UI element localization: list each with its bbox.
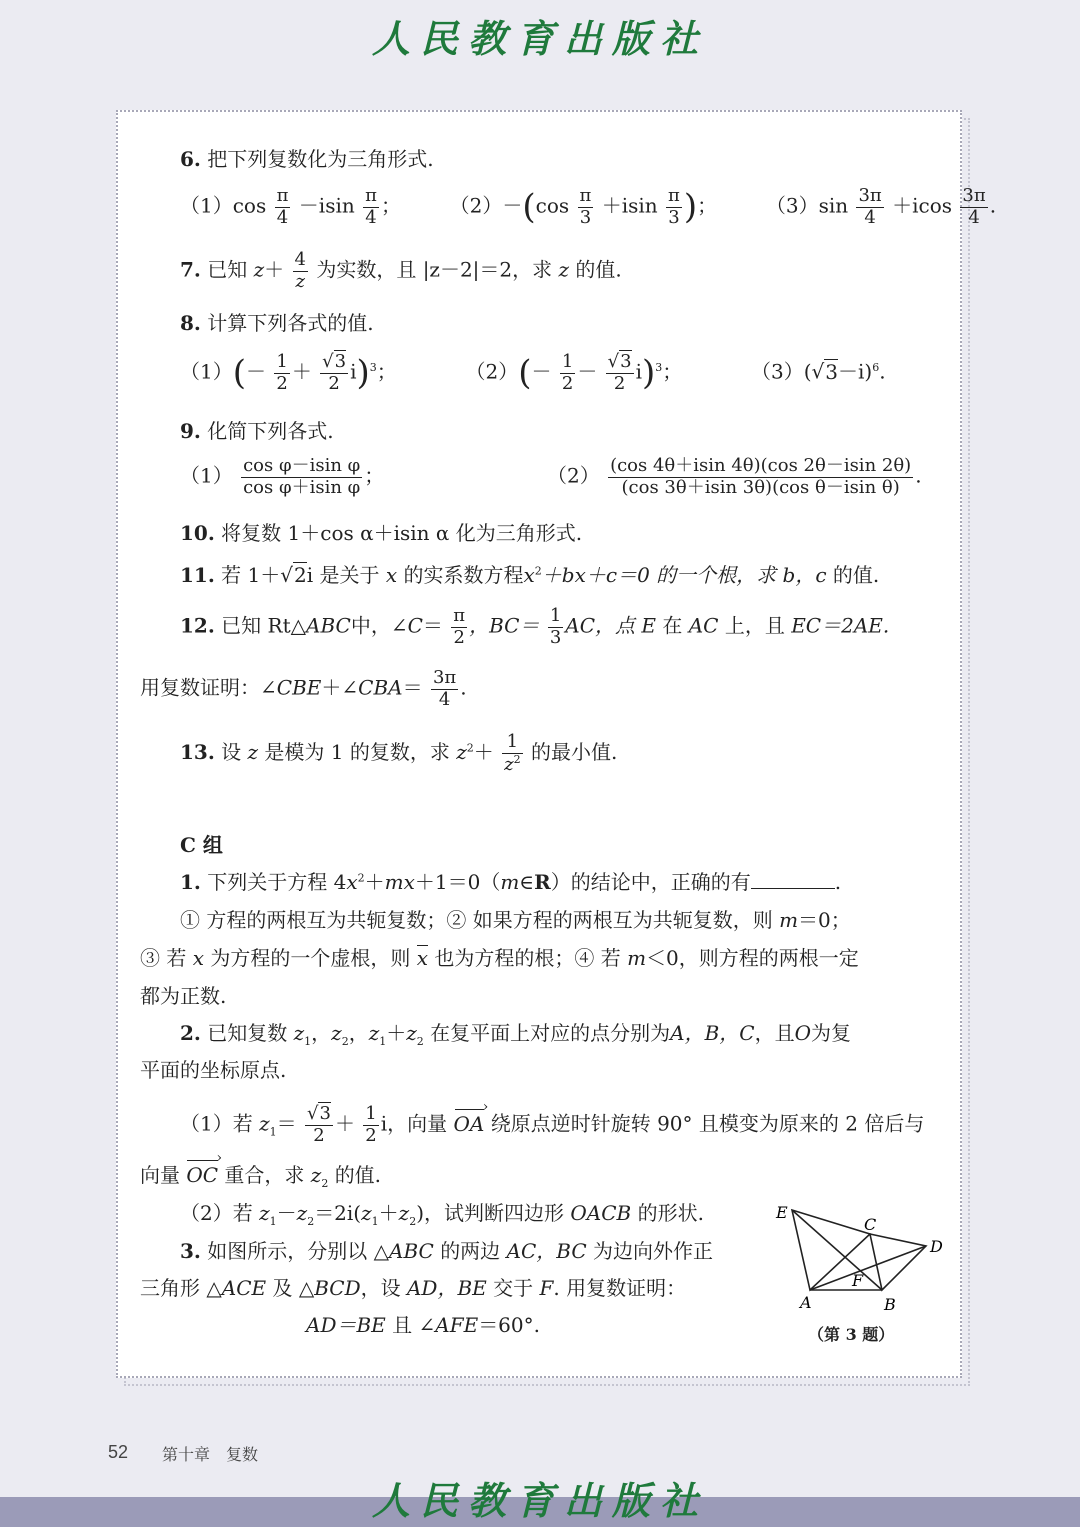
triangle-bcd bbox=[870, 1234, 926, 1290]
label-f: F bbox=[852, 1271, 864, 1290]
c-question-3-line1: 3. 如图所示，分别以 △ABC 的两边 AC，BC 为边向外作正 bbox=[180, 1239, 714, 1263]
c-question-1: 1. 下列关于方程 $4x^2+mx+1=0(m\in R)$的结论中，正确的有 . bbox=[180, 870, 842, 894]
question-6-parts: （1）cos $\frac{\pi}{4}$ －isin $\frac{\pi}{4}$ ； （2）－(cos $\frac{\pi}{3}$ ＋isin $\frac{\pi}{3}$ )； （3）sin $\frac{3\pi}{4}$ ＋icos $\frac{3\pi}{4}$ . bbox=[180, 185, 997, 228]
question-10: 10. 将复数 1＋cos α＋isin α 化为三角形式. bbox=[180, 521, 583, 545]
label-a: A bbox=[800, 1293, 812, 1312]
c-question-1-options-3: 都为正数. bbox=[140, 984, 227, 1008]
group-c-title: C 组 bbox=[180, 833, 223, 857]
label-b: B bbox=[884, 1295, 896, 1314]
c-question-2-part1: （1）若 $z_1=$ $\frac{√3}{2}$ ＋ $\frac{1}{2}$ i，向量 OA › 绕原点逆时针旋转 90° 且模变为原来的 2 倍后与 bbox=[180, 1104, 940, 1146]
label-e: E bbox=[776, 1203, 788, 1222]
answer-blank bbox=[751, 888, 835, 889]
publisher-logo-top: 人民教育出版社 bbox=[371, 16, 708, 61]
question-8-stem: 8. 计算下列各式的值. bbox=[180, 311, 374, 335]
c-question-2-line2: 平面的坐标原点. bbox=[140, 1058, 287, 1082]
question-9-stem: 9. 化简下列各式. bbox=[180, 419, 334, 443]
c-question-1-options-2: ③ 若 x 为方程的一个虚根，则 x 也为方程的根；④ 若 m＜0，则方程的两根一定 bbox=[140, 946, 859, 970]
c-question-2-line1: 2. 已知复数 $z_1$，$z_2$，$z_1+z_2$ 在复平面上对应的点分别为A，B，C，且O为复 bbox=[180, 1021, 852, 1048]
c-question-2-part1-line2: 向量 OC › 重合，求 $z_2$ 的值. bbox=[140, 1162, 940, 1191]
question-13: 13. 设 z 是模为 1 的复数，求 $z^2+$ $\frac{1}{z^2}$ 的最小值. bbox=[180, 731, 618, 775]
question-7: 7. 已知 z＋ $\frac{4}{z}$ 为实数，且 |z－2|＝2，求 z 的值. bbox=[180, 249, 622, 292]
figure-caption: （第 3 题） bbox=[808, 1325, 895, 1344]
publisher-logo-bottom: 人民教育出版社 bbox=[371, 1478, 708, 1523]
question-12-line2: 用复数证明：∠CBE＋∠CBA＝ $\frac{3\pi}{4}$ . bbox=[140, 667, 467, 710]
chapter-title: 第十章 复数 bbox=[162, 1447, 259, 1464]
page-number: 52 bbox=[108, 1442, 129, 1462]
segment-ad bbox=[810, 1246, 926, 1290]
question-9-parts: （1） $\frac{\text{cos φ－isin φ}}{\text{cos φ＋isin φ}}$ ； （2） $\frac{(\cos 4\theta+isin 4\theta)(\cos 2\theta-isin 2\theta)}{\text{(cos 3θ＋isin 3θ)(cos θ－isin θ)}}$ . bbox=[180, 455, 922, 498]
c-question-3-line3: AD＝BE 且 ∠AFE＝60°. bbox=[306, 1313, 540, 1337]
label-d: D bbox=[930, 1237, 943, 1256]
label-c: C bbox=[864, 1215, 877, 1234]
question-8-parts: （1）(－ $\frac{1}{2}$ ＋ $\frac{√3}{2}$ i)$^3$； （2）(－ $\frac{1}{2}$ － $\frac{√3}{2}$ i)$^3$； $(3)(√3-i)^6$. bbox=[180, 351, 886, 394]
question-12-line1: 12. 已知 Rt△ABC中，∠C＝ $\frac{\pi}{2}$ ，BC＝ $\frac{1}{3}$ AC，点 E 在 AC 上，且 EC＝2AE. bbox=[180, 605, 890, 648]
question-6-stem: 6. 把下列复数化为三角形式. bbox=[180, 147, 434, 171]
c-question-2-part2: （2）若 $z_1-z_2=2i(z_1+z_2)$，试判断四边形 OACB 的形状. bbox=[180, 1201, 704, 1228]
c-question-1-options-1: ① 方程的两根互为共轭复数；② 如果方程的两根互为共轭复数，则 m＝0； bbox=[180, 908, 851, 932]
c-question-3-line2: 三角形 △ACE 及 △BCD，设 AD，BE 交于 F. 用复数证明： bbox=[140, 1276, 687, 1300]
question-11: 11. 若 1＋√2i 是关于 x 的实系数方程$x^2+bx+c=0$ 的一个根，求 b，c 的值. bbox=[180, 563, 880, 587]
